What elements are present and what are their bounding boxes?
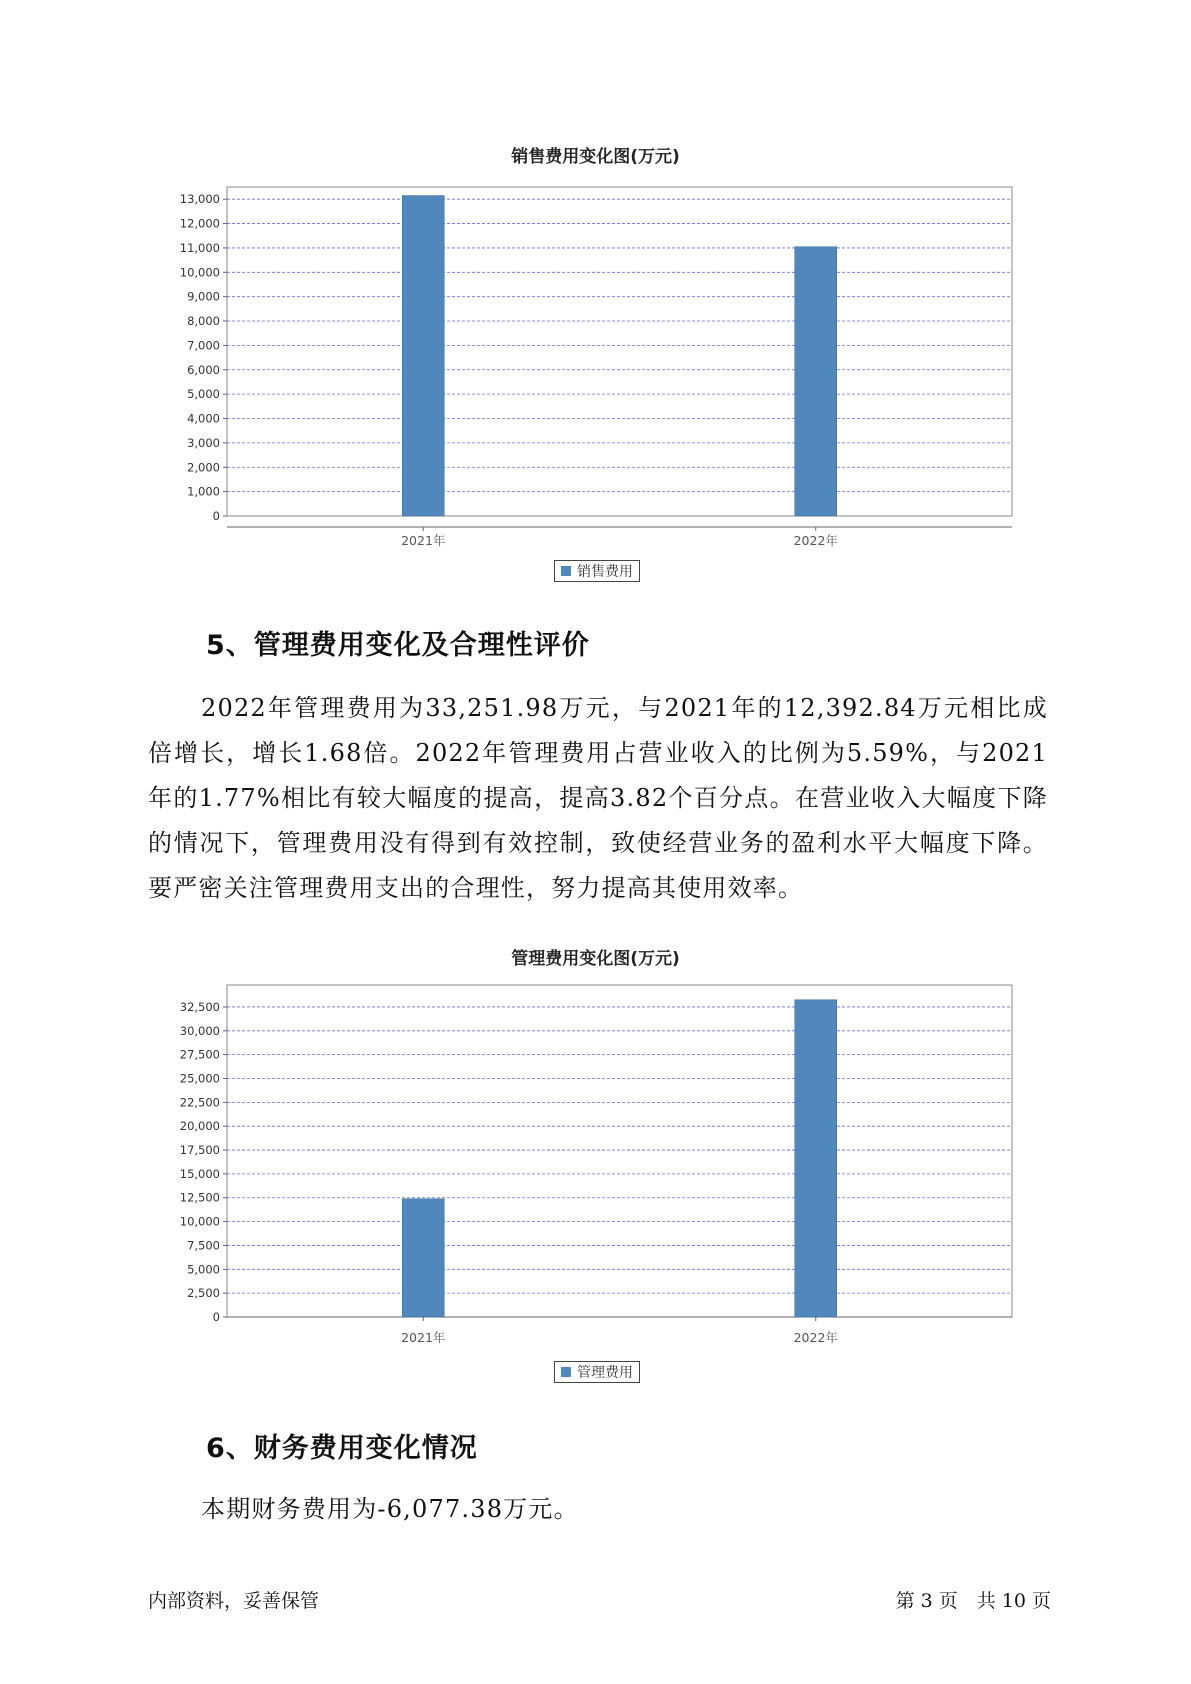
section5-heading: 5、管理费用变化及合理性评价 — [206, 630, 590, 661]
y-tick-label: 5,000 — [187, 387, 220, 402]
chart2-legend-swatch — [561, 1367, 571, 1377]
y-tick-label: 0 — [212, 1310, 220, 1324]
y-tick-label: 22,500 — [179, 1095, 220, 1110]
x-tick-label: 2021年 — [401, 533, 446, 548]
section6-heading: 6、财务费用变化情况 — [206, 1433, 478, 1464]
x-tick-label: 2022年 — [793, 1330, 838, 1345]
y-tick-label: 20,000 — [179, 1119, 220, 1134]
y-tick-label: 10,000 — [179, 265, 220, 280]
chart2-title: 管理费用变化图(万元) — [511, 949, 680, 969]
y-tick-label: 6,000 — [187, 362, 220, 377]
y-tick-label: 27,500 — [179, 1047, 220, 1062]
footer-left: 内部资料，妥善保管 — [148, 1590, 320, 1612]
bar-2021年 — [402, 1199, 444, 1317]
y-tick-label: 25,000 — [179, 1071, 220, 1086]
y-tick-label: 2,500 — [187, 1286, 220, 1301]
y-tick-label: 8,000 — [187, 314, 220, 329]
plot-area — [227, 985, 1012, 1317]
chart2-legend — [554, 1361, 640, 1383]
y-tick-label: 11,000 — [179, 240, 220, 255]
y-tick-label: 13,000 — [179, 192, 220, 207]
section6-paragraph: 本期财务费用为-6,077.38万元。 — [201, 1495, 579, 1523]
chart2-legend-label: 管理费用 — [577, 1365, 633, 1381]
y-tick-label: 30,000 — [179, 1023, 220, 1038]
chart1-title: 销售费用变化图(万元) — [511, 147, 680, 167]
x-tick-label: 2021年 — [401, 1330, 446, 1345]
section5-paragraph: 2022年管理费用为33,251.98万元，与2021年的12,392.84万元相比成倍增长，增长1.68倍。2022年管理费用占营业收入的比例为5.59%，与2021年的1.77%相比有较大幅度的提高，提高3.82个百分点。在营业收入大幅度下降的情况下，管理费用没有得到有效控制，致使经营业务的盈利水平大幅度下降。要严密关注管理费用支出的合理性，努力提高其使用效率。 — [148, 694, 1048, 902]
y-tick-label: 5,000 — [187, 1262, 220, 1277]
y-tick-label: 17,500 — [179, 1143, 220, 1158]
x-tick-label: 2022年 — [793, 533, 838, 548]
y-tick-label: 7,000 — [187, 338, 220, 353]
y-tick-label: 12,500 — [179, 1190, 220, 1205]
y-tick-label: 4,000 — [187, 411, 220, 426]
y-tick-label: 7,500 — [187, 1238, 220, 1253]
y-tick-label: 32,500 — [179, 999, 220, 1014]
y-tick-label: 2,000 — [187, 460, 220, 475]
y-tick-label: 3,000 — [187, 435, 220, 450]
y-tick-label: 9,000 — [187, 289, 220, 304]
footer-page-number: 第 3 页 共 10 页 — [895, 1590, 1051, 1612]
y-tick-label: 0 — [212, 509, 220, 523]
y-tick-label: 1,000 — [187, 484, 220, 499]
y-tick-label: 15,000 — [179, 1166, 220, 1181]
y-tick-label: 12,000 — [179, 216, 220, 231]
bar-2022年 — [795, 1000, 837, 1317]
y-tick-label: 10,000 — [179, 1214, 220, 1229]
chart1-legend-label: 销售费用 — [577, 564, 633, 580]
